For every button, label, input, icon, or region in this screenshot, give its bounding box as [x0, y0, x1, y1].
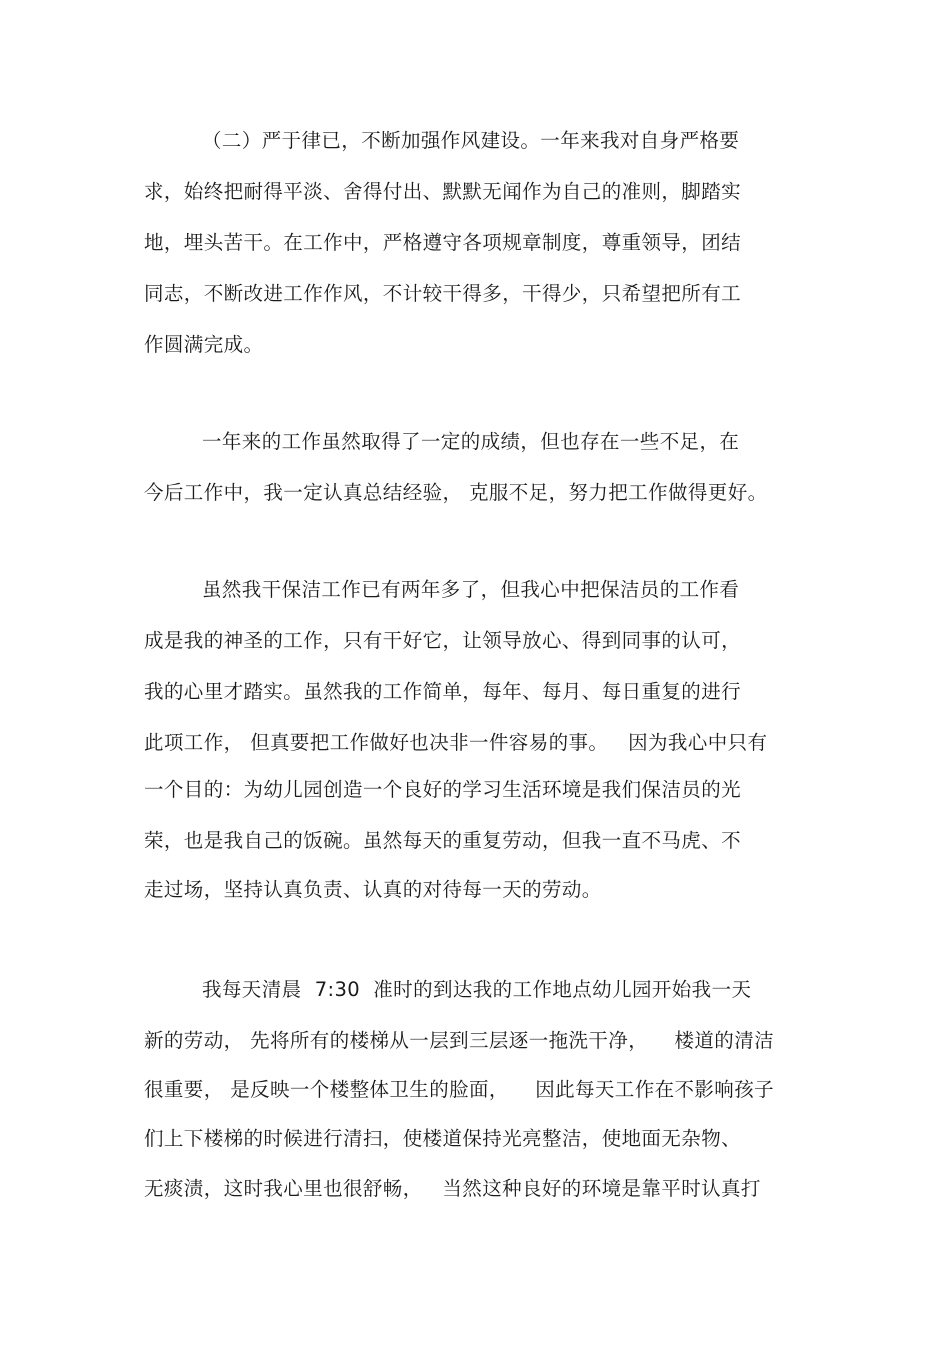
paragraph-2-line-2: 今后工作中，我一定认真总结经验， 克服不足，努力把工作做得更好。: [144, 481, 768, 504]
paragraph-3-line-2: 成是我的神圣的工作，只有干好它，让领导放心、得到同事的认可，: [144, 629, 742, 652]
paragraph-3-line-1: 虽然我干保洁工作已有两年多了，但我心中把保洁员的工作看: [202, 578, 740, 601]
paragraph-4-line-3: 很重要， 是反映一个楼整体卫生的脸面， 因此每天工作在不影响孩子: [144, 1078, 774, 1101]
paragraph-3-line-4: 此项工作， 但真要把工作做好也决非一件容易的事。 因为我心中只有: [144, 731, 768, 754]
paragraph-1-line-1: （二）严于律已，不断加强作风建设。一年来我对自身严格要: [202, 129, 740, 152]
paragraph-1-line-4: 同志，不断改进工作作风，不计较干得多，干得少，只希望把所有工: [144, 282, 742, 305]
paragraph-1-line-5: 作圆满完成。: [144, 333, 264, 356]
paragraph-1-line-3: 地，埋头苦干。在工作中，严格遵守各项规章制度，尊重领导，团结: [144, 231, 742, 254]
paragraph-3-line-6: 荣，也是我自己的饭碗。虽然每天的重复劳动，但我一直不马虎、不: [144, 829, 742, 852]
paragraph-4-line-5: 无痰渍，这时我心里也很舒畅， 当然这种良好的环境是靠平时认真打: [144, 1177, 761, 1200]
paragraph-2-line-1: 一年来的工作虽然取得了一定的成绩，但也存在一些不足，在: [202, 430, 740, 453]
paragraph-4-line-4: 们上下楼梯的时候进行清扫，使楼道保持光亮整洁，使地面无杂物、: [144, 1127, 742, 1150]
paragraph-3-line-7: 走过场，坚持认真负责、认真的对待每一天的劳动。: [144, 878, 602, 901]
paragraph-3-line-5: 一个目的：为幼儿园创造一个良好的学习生活环境是我们保洁员的光: [144, 778, 742, 801]
paragraph-4-line-1: 我每天清晨 7:30 准时的到达我的工作地点幼儿园开始我一天: [202, 978, 752, 1001]
paragraph-3-line-3: 我的心里才踏实。虽然我的工作简单，每年、每月、每日重复的进行: [144, 680, 742, 703]
paragraph-1-line-2: 求，始终把耐得平淡、舍得付出、默默无闻作为自己的准则，脚踏实: [144, 180, 742, 203]
paragraph-4-line-2: 新的劳动， 先将所有的楼梯从一层到三层逐一拖洗干净， 楼道的清洁: [144, 1029, 774, 1052]
